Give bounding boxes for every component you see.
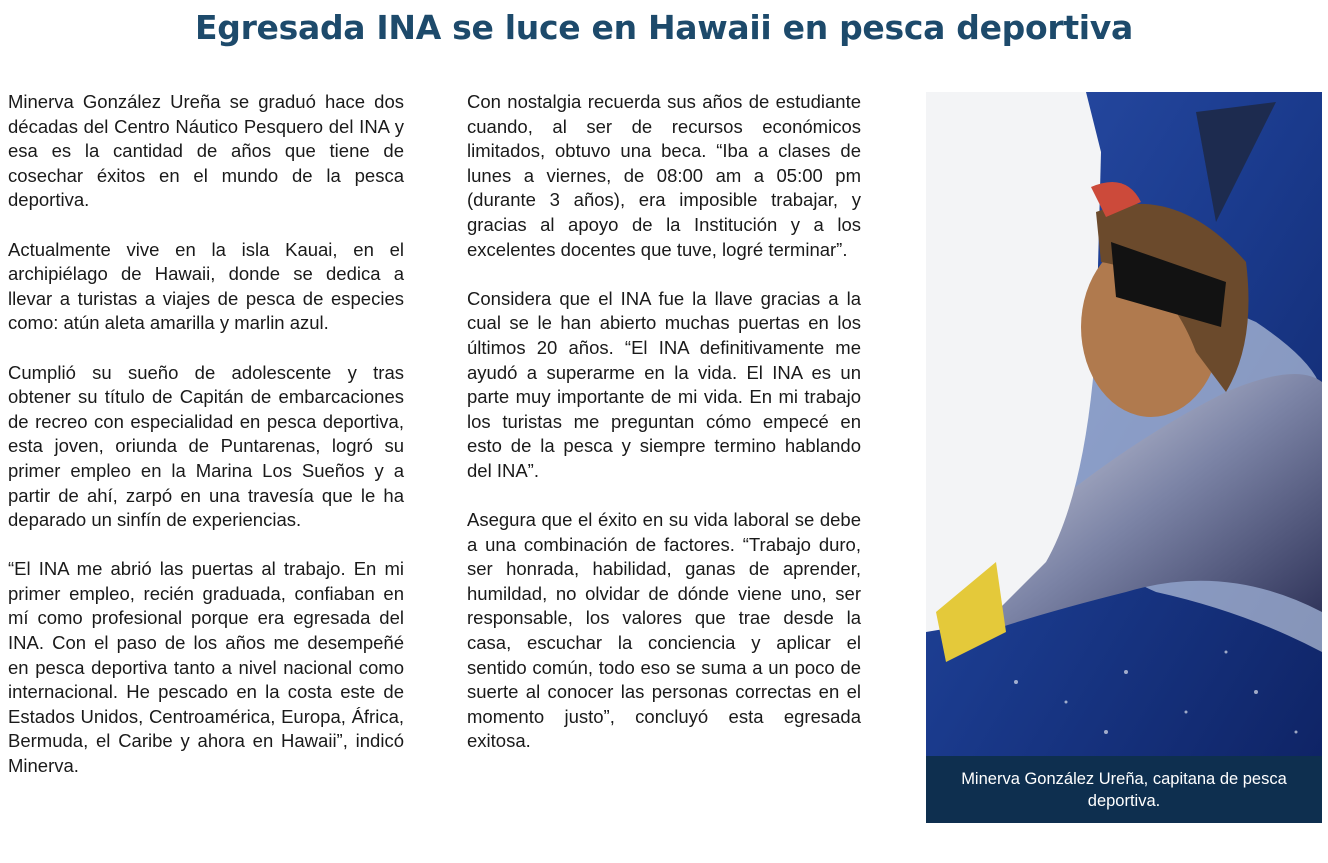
paragraph: Considera que el INA fue la llave gracias a la cual se le han abierto muchas puertas en los últimos 20 años. “El INA definitivamente me ayudó a superarme en la vida. El INA es un parte muy importante de mi vida. En mi trabajo los turistas me preguntan cómo empecé en esto de la pesca y siempre termino hablando del INA”. xyxy=(467,287,861,481)
article-column-1 xyxy=(8,90,404,803)
article-photo xyxy=(926,92,1322,756)
paragraph: Con nostalgia recuerda sus años de estudiante cuando, al ser de recursos económicos limitados, obtuvo una beca. “Iba a clases de lunes a viernes, de 08:00 am a 05:00 pm (durante 3 años), era imposible trabajar, y gracias al apoyo de la Institución y a los excelentes docentes que tuve, logré terminar”. xyxy=(467,91,861,260)
photo-caption: Minerva González Ureña, capitana de pesca deportiva. xyxy=(926,756,1322,823)
fishing-photo-illustration xyxy=(926,92,1322,756)
paragraph: Asegura que el éxito en su vida laboral se debe a una combinación de factores. “Trabajo duro, ser honrada, habilidad, ganas de aprender, humildad, no olvidar de dónde viene uno, ser responsable, los valores que trae desde la casa, escuchar la conciencia y aplicar el sentido común, todo eso se suma a un poco de suerte al conocer las personas correctas en el momento justo”, concluyó esta egresada exitosa. xyxy=(467,509,861,752)
article-column-2 xyxy=(467,90,861,779)
paragraph: Cumplió su sueño de adolescente y tras obtener su título de Capitán de embarcaciones de recreo con especialidad en pesca deportiva, esta joven, oriunda de Puntarenas, logró su primer empleo en la Marina Los Sueños y a partir de ahí, zarpó en una travesía que le ha deparado un sinfín de experiencias. xyxy=(8,361,404,531)
paragraph: Minerva González Ureña se graduó hace dos décadas del Centro Náutico Pesquero del INA y esa es la cantidad de años que tiene de cosechar éxitos en el mundo de la pesca deportiva. xyxy=(8,91,404,211)
article-title: Egresada INA se luce en Hawaii en pesca deportiva xyxy=(195,8,1133,47)
paragraph: Actualmente vive en la isla Kauai, en el archipiélago de Hawaii, donde se dedica a llevar a turistas a viajes de pesca de especies como: atún aleta amarilla y marlin azul. xyxy=(8,238,404,334)
paragraph: “El INA me abrió las puertas al trabajo. En mi primer empleo, recién graduada, confiaban en mí como profesional porque era egresada del INA. Con el paso de los años me desempeñé en pesca deportiva tanto a nivel nacional como internacional. He pescado en la costa este de Estados Unidos, Centroamérica, Europa, África, Bermuda, el Caribe y ahora en Hawaii”, indicó Minerva. xyxy=(8,558,404,777)
